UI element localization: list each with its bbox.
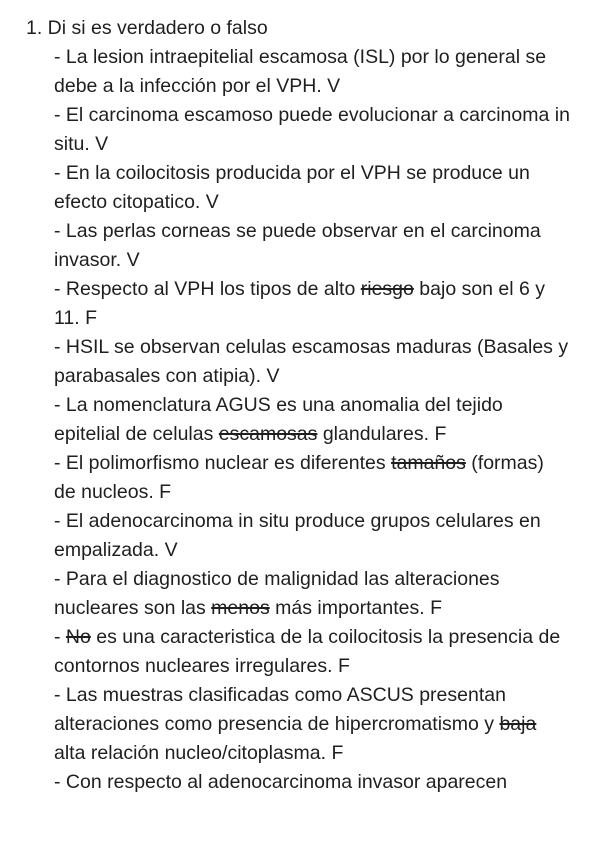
statement-text: - (54, 626, 66, 648)
statement-item (54, 623, 570, 681)
statement-text: - Las muestras clasificadas como ASCUS presentan alteraciones como presencia de hipercromatismo y (54, 684, 506, 735)
statement-text: - La nomenclatura AGUS es una anomalia del tejido epitelial de celulas (54, 394, 503, 445)
statement-item (54, 565, 570, 623)
question-heading: 1. Di si es verdadero o falso (26, 17, 268, 39)
statement-text: - Respecto al VPH los tipos de alto (54, 278, 361, 300)
struck-word: baja (499, 713, 537, 735)
statement-item (54, 275, 570, 333)
statement-item (54, 217, 570, 275)
statement-text-after: bajo son el 6 y 11. F (54, 278, 546, 329)
statement-text: - El adenocarcinoma in situ produce grupos celulares en empalizada. V (54, 510, 541, 561)
statement-text: - El polimorfismo nuclear es diferentes (54, 452, 392, 474)
statement-item (54, 391, 570, 449)
statement-text: - La lesion intraepitelial escamosa (ISL) por lo general se debe a la infección por el VPH. V (54, 46, 547, 97)
statement-item (54, 333, 570, 391)
statement-text-after: glandulares. F (317, 423, 447, 445)
statement-text-after: es una caracteristica de la coilocitosis la presencia de contornos nucleares irregulares. F (54, 626, 561, 677)
struck-word: riesgo (360, 278, 414, 300)
statement-text: - Las perlas corneas se puede observar en el carcinoma invasor. V (54, 220, 541, 271)
statement-text: - El carcinoma escamoso puede evolucionar a carcinoma in situ. V (54, 104, 570, 155)
statement-text: - En la coilocitosis producida por el VPH se produce un efecto citopatico. V (54, 162, 530, 213)
document-body (0, 14, 600, 797)
struck-word: No (65, 626, 91, 648)
statement-item (54, 449, 570, 507)
struck-word: tamaños (391, 452, 466, 474)
statement-item (54, 159, 570, 217)
statement-list (0, 43, 600, 797)
statement-text: - Para el diagnostico de malignidad las alteraciones nucleares son las (54, 568, 500, 619)
statement-text: - HSIL se observan celulas escamosas maduras (Basales y parabasales con atipia). V (54, 336, 569, 387)
statement-item (54, 768, 570, 797)
statement-text-after: (formas) de nucleos. F (54, 452, 544, 503)
statement-item (54, 507, 570, 565)
statement-text-after: alta relación nucleo/citoplasma. F (54, 742, 344, 764)
statement-item (54, 43, 570, 101)
struck-word: menos (211, 597, 270, 619)
statement-text: - Con respecto al adenocarcinoma invasor aparecen (54, 771, 508, 793)
statement-text-after: más importantes. F (269, 597, 443, 619)
statement-item (54, 101, 570, 159)
struck-word: escamosas (218, 423, 318, 445)
statement-item (54, 681, 570, 768)
